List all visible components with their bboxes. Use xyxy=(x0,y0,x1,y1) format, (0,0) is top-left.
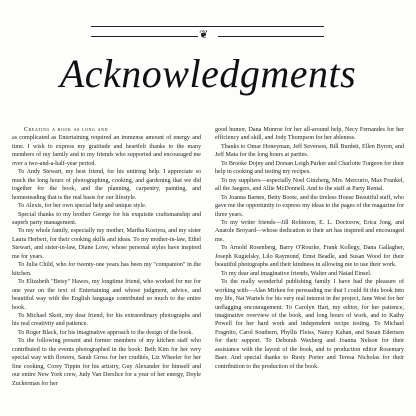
paragraph: To my suppliers—especially Noel Ginzberg, Mrs. Mercurio, Max Frankel, all the Jaegers, and Allie McDonnell. And to the staff at Party Rental. xyxy=(215,177,404,193)
paragraph: Special thanks to my brother George for his exquisite craftsmanship and superb party management. xyxy=(12,211,201,226)
paragraph: To Brooke Dojny and Dorsan Leigh Parker and Charlotte Turgeon for their help in cooking and testing my recipes. xyxy=(215,160,404,176)
paragraph: To the really wonderful publishing family I have had the pleasure of working with—Alan Mirken for persuading me that I could fit this book into my life, Nat Wartels for his very real interest in the project, Jane West for her unflagging encouragement. To Carolyn Hart, my editor, for her patience, imaginative overview of the book, and long hours of work, and to Kathy Powell for her hard work and independent recipe testing. To Michael Fragnito, Carol Southern, Phyllis Fleiss, Nancy Kahan, and Susan Edertsen for their support. To Deborah Waxberg and Joanna Nelson for their assistance with the layout of the book, and to production editor Rosemary Baer. And special thanks to Rusty Porter and Teresa Nicholas for their contribution to the production of the book. xyxy=(215,279,404,370)
paragraph: To Michael Skott, my dear friend, for his extraordinary photographs and his real creativity and patience. xyxy=(12,312,201,328)
left-text-column xyxy=(12,126,201,388)
right-text-column xyxy=(215,126,404,371)
paragraph: To my dear and imaginative friends, Walter and Naiad Einsel. xyxy=(221,270,372,277)
paragraph: To Alexis, for her own special help and unique style. xyxy=(18,203,147,210)
paragraph: To my whole family, especially my mother, Martha Kostyra, and my sister Laura Herbert, for their cooking skills and ideas. To my mother-in-law, Ethel Stewart, and sister-in-law, Diane Love, whose personal styles have inspired me for years. xyxy=(12,228,201,260)
small-caps-lead: Creating a book as long and xyxy=(24,127,109,133)
paragraph: To Joanna Barnes, Betty Boote, and the tireless House Beautiful staff, who gave me the opportunity to express my ideas to the pages of the magazine for three years. xyxy=(215,194,404,218)
paragraph: To Andy Stewart, my best friend, for his untiring help. I appreciate so much the long hours of photographing, cooking, and gardening that we did together for the book, and the planning, carpentry, painting, and homesteading that is the real basis for our lifestyle. xyxy=(12,169,201,201)
paragraph: To Arnold Rosenberg, Barry O'Rourke, Frank Kollegy, Dana Gallagher, Joseph Kugielsky, Lilo Raymond, Ernst Beadle, and Susan Wood for their beautiful photographs and their kindness in allowing me to use their work. xyxy=(215,245,404,269)
leaf-ornament-icon: ❦ xyxy=(199,28,209,41)
paragraph: To the following present and former members of my kitchen staff who contributed to the events photographed in the book: Beth Kim for her very special way with flowers, Sarah Gross for her crudités, Liz Wheeler for her fine cooking, Corey Tippin for his artistry, Guy Alexander for himself and our entire New York crew, Judy Van Derslice for a year of her energy, Doyle Zuckerman for her xyxy=(12,338,201,387)
opening-lead xyxy=(12,126,201,134)
lower-rule-left xyxy=(91,36,198,37)
paragraph: Thanks to Omar Honeyman, Jeff Severson, Bill Burdett, Ellen Byron, and Jeff Mata for the long hours at parties. xyxy=(215,143,404,159)
paragraph: as complicated as Entertaining required an immense amount of energy and time. I wish to express my gratitude and heartfelt thanks to the many members of my family and to my friends who supported and encouraged me over a two-and-a-half-year period. xyxy=(12,135,201,167)
paragraph: To Roger Black, for his imaginative approach to the design of the book. xyxy=(18,329,193,336)
paragraph: good humor, Dana Munroe for her all-around help, Necy Fernandes for her efficiency and skill, and Jody Thompson for her ableness. xyxy=(215,127,404,142)
top-rule xyxy=(91,26,324,27)
page-title: Acknowledgments xyxy=(59,51,357,96)
paragraph: To my writer friends—Jill Robinson, E. L. Doctorow, Erica Jong, and Anatole Broyard—whose dedication to their art has inspired and encouraged me. xyxy=(215,219,404,243)
paragraph: To Julia Child, who for twenty-one years has been my "companion" in the kitchen. xyxy=(12,262,201,277)
lower-rule-right xyxy=(218,36,324,37)
paragraph: To Elizabeth "Betsy" Hawes, my longtime friend, who worked for me for one year on the text of Entertaining and whose judgment, advice, and beautiful way with the English language contributed so much to the entire book. xyxy=(12,279,201,311)
